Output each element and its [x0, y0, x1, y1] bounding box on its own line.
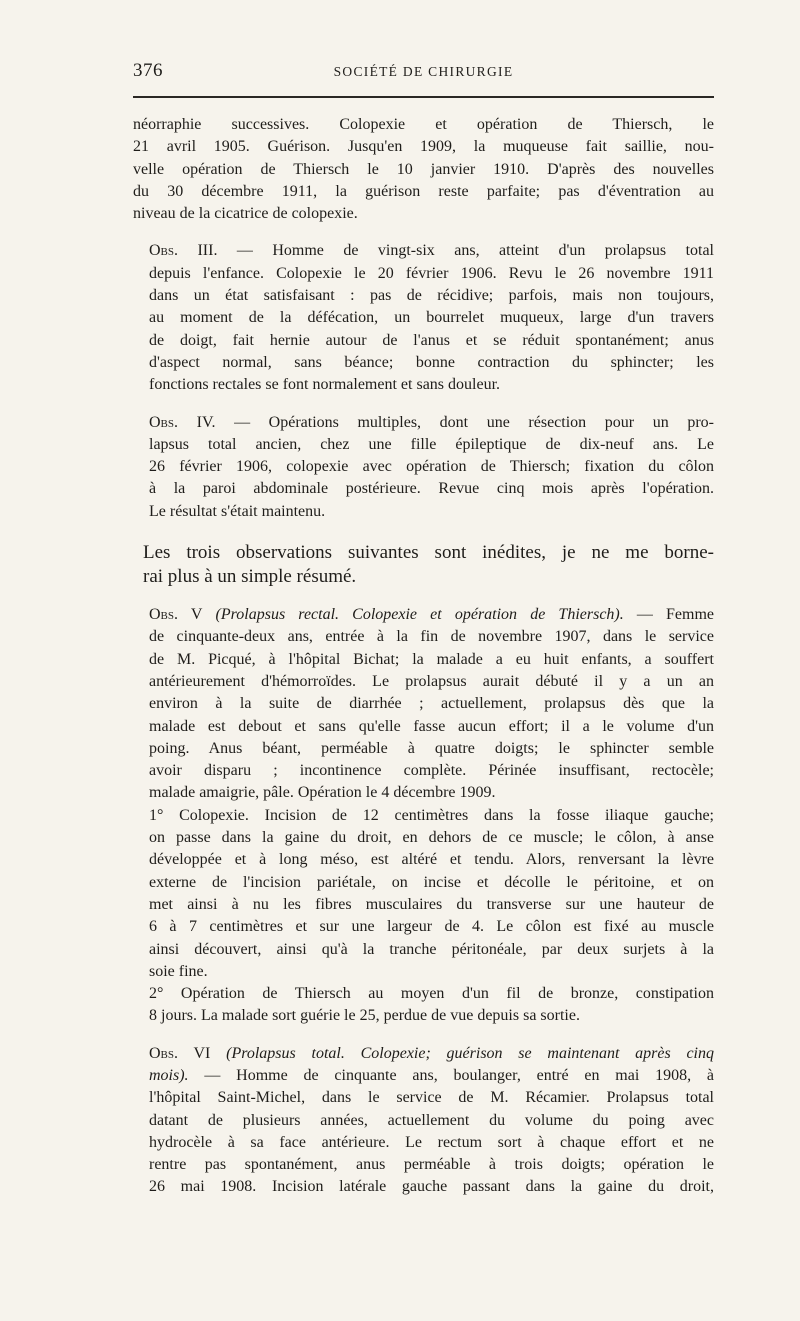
text-line: 8 jours. La malade sort guérie le 25, perdue de vue depuis sa sortie.	[149, 1007, 580, 1025]
text-line: Obs. III. — Homme de vingt-six ans, atteint d'un prolapsus total	[149, 242, 715, 260]
text-line: velle opération de Thiersch le 10 janvier 1910. D'après des nouvelles	[133, 160, 714, 178]
text-line: néorraphie successives. Colopexie et opération de Thiersch, le	[133, 116, 714, 133]
text-line: hydrocèle à sa face antérieure. Le rectum sort à chaque effort et ne	[149, 1133, 714, 1151]
text-line: niveau de la cicatrice de colopexie.	[133, 205, 358, 223]
running-title: SOCIÉTÉ DE CHIRURGIE	[333, 64, 514, 79]
observation-title: (Prolapsus rectal. Colopexie et opération de Thiersch).	[215, 606, 624, 624]
page-header	[133, 60, 714, 86]
text-line: depuis l'enfance. Colopexie le 20 février 1906. Revu le 26 novembre 1911	[149, 264, 714, 282]
text-line: environ à la suite de diarrhée ; actuellement, prolapsus dès que la	[149, 695, 714, 713]
text-line: 2° Opération de Thiersch au moyen d'un fil de bronze, constipation	[149, 985, 714, 1003]
observation-title: (Prolapsus total. Colopexie; guérison se maintenant après cinq	[226, 1044, 714, 1062]
text-line: soie fine.	[149, 962, 208, 980]
text-line: 1° Colopexie. Incision de 12 centimètres dans la fosse iliaque gauche;	[149, 806, 714, 824]
text-line	[133, 1043, 714, 1065]
text-line: 6 à 7 centimètres et sur une largeur de 4. Le côlon est fixé au muscle	[149, 918, 714, 936]
text-line: de cinquante-deux ans, entrée à la fin de novembre 1907, dans le service	[149, 628, 714, 646]
observation-label: Obs. VI	[149, 1044, 211, 1062]
text-line: de M. Picqué, à l'hôpital Bichat; la malade a eu huit enfants, a souffert	[149, 650, 714, 668]
text-line: rai plus à un simple résumé.	[143, 566, 357, 588]
text-line: développée et à long méso, est altéré et tendu. Alors, renversant la lèvre	[149, 851, 714, 869]
header-rule	[133, 96, 714, 98]
text-line: de doigt, fait hernie autour de l'anus et se réduit spontanément; anus	[149, 331, 714, 349]
procedure-step-2	[133, 983, 714, 1028]
observation-3	[133, 240, 714, 396]
observation-label: Obs. V	[149, 606, 203, 624]
observation-4	[133, 412, 714, 523]
text-line: à la paroi abdominale postérieure. Revue cinq mois après l'opération.	[149, 480, 714, 498]
text-line: fonctions rectales se font normalement et sans douleur.	[149, 376, 501, 394]
text-line: antérieurement d'hémorroïdes. Le prolapsus aurait débuté il y a un an	[149, 672, 714, 690]
page-number: 376	[133, 60, 163, 81]
observation-title: mois).	[149, 1066, 189, 1084]
text-line: 26 février 1906, colopexie avec opération de Thiersch; fixation du côlon	[149, 458, 714, 476]
observation-label: Obs. III.	[149, 242, 218, 260]
text-line: mois). — Homme de cinquante ans, boulanger, entré en mai 1908, à	[149, 1066, 714, 1084]
text-line: du 30 décembre 1911, la guérison reste parfaite; pas d'éventration au	[133, 182, 714, 200]
text-line: d'aspect normal, sans béance; bonne contraction du sphincter; les	[149, 353, 714, 371]
text-line: poing. Anus béant, perméable à quatre doigts; le sphincter semble	[149, 739, 714, 757]
text-line: met ainsi à nu les fibres musculaires du transverse sur une hauteur de	[149, 895, 714, 913]
observation-label: Obs. IV.	[149, 413, 216, 431]
text-line: lapsus total ancien, chez une fille épileptique de dix-neuf ans. Le	[149, 435, 714, 453]
intro-paragraph	[133, 541, 714, 589]
text-line: 21 avril 1905. Guérison. Jusqu'en 1909, la muqueuse fait saillie, nou-	[133, 138, 714, 156]
text-line: avoir disparu ; incontinence complète. Périnée insuffisant, rectocèle;	[149, 762, 714, 780]
text-line: Les trois observations suivantes sont inédites, je ne me borne-	[143, 542, 714, 564]
procedure-step-1	[133, 805, 714, 983]
body-text	[133, 114, 714, 1199]
text-line: dans un état satisfaisant : pas de récidive; parfois, mais non toujours,	[149, 287, 714, 305]
observation-5	[133, 604, 714, 805]
text-line: au moment de la défécation, un bourrelet muqueux, large d'un travers	[149, 309, 714, 327]
text-line: ainsi découvert, ainsi qu'à la tranche péritonéale, par deux surjets à la	[149, 940, 714, 958]
text-line: externe de l'incision pariétale, on incise et décolle le péritoine, et on	[149, 873, 714, 891]
text-line: Obs. IV. — Opérations multiples, dont une résection pour un pro-	[149, 413, 714, 431]
observation-6	[133, 1043, 714, 1199]
text-line: malade amaigrie, pâle. Opération le 4 décembre 1909.	[149, 784, 496, 802]
text-line: 26 mai 1908. Incision latérale gauche passant dans la gaine du droit,	[149, 1178, 714, 1196]
text-line: Obs. V (Prolapsus rectal. Colopexie et opération de Thiersch). — Femme	[149, 606, 715, 624]
text-line: Le résultat s'était maintenu.	[149, 502, 326, 520]
text-line: rentre pas spontanément, anus perméable à trois doigts; opération le	[149, 1156, 714, 1174]
text-line: datant de plusieurs années, actuellement du volume du poing avec	[149, 1111, 714, 1129]
text-line: l'hôpital Saint-Michel, dans le service de M. Récamier. Prolapsus total	[149, 1089, 714, 1107]
paragraph-continuation	[133, 114, 714, 225]
text-line: malade est debout et sans qu'elle fasse aucun effort; il a le volume d'un	[149, 717, 714, 735]
text-line: on passe dans la gaine du droit, en dehors de ce muscle; le côlon, à anse	[149, 829, 714, 847]
